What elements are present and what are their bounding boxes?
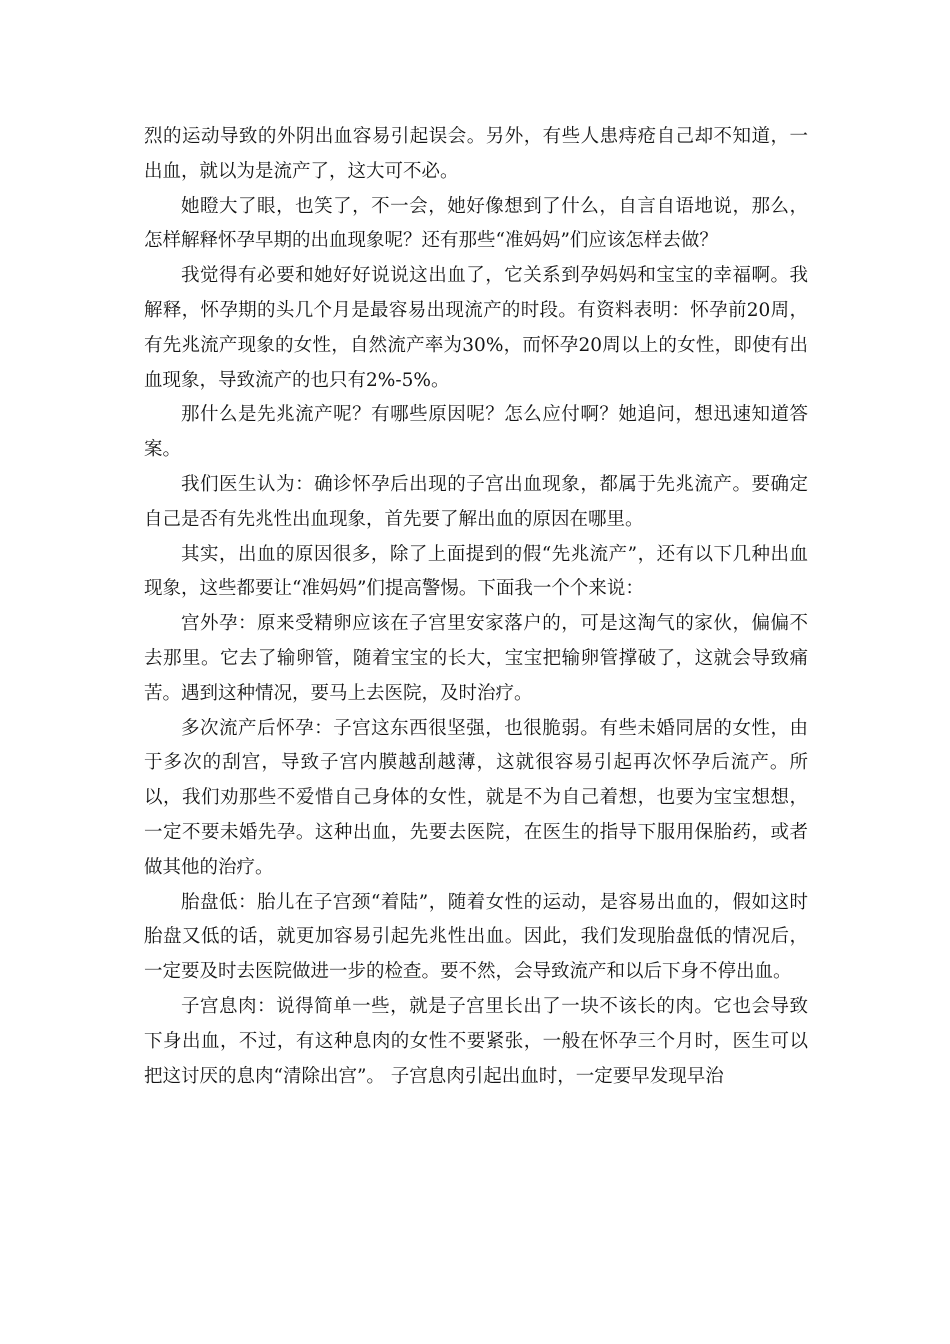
paragraph: 我们医生认为：确诊怀孕后出现的子宫出血现象，都属于先兆流产。要确定自己是否有先兆性出血现象，首先要了解出血的原因在哪里。 <box>144 473 808 530</box>
paragraph: 那什么是先兆流产呢？有哪些原因呢？怎么应付啊？她追问，想迅速知道答案。 <box>144 404 808 461</box>
paragraph: 我觉得有必要和她好好说说这出血了，它关系到孕妈妈和宝宝的幸福啊。我解释，怀孕期的头几个月是最容易出现流产的时段。有资料表明：怀孕前20周，有先兆流产现象的女性，自然流产率为30%，而怀孕20周以上的女性，即使有出血现象，导致流产的也只有2%-5%。 <box>144 265 808 391</box>
paragraph: 子宫息肉：说得简单一些，就是子宫里长出了一块不该长的肉。它也会导致下身出血，不过，有这种息肉的女性不要紧张，一般在怀孕三个月时，医生可以把这讨厌的息肉“清除出宫”。 子宫息肉引起出血时，一定要早发现早治 <box>144 995 808 1087</box>
paragraph: 胎盘低：胎儿在子宫颈“着陆”，随着女性的运动，是容易出血的，假如这时胎盘又低的话，就更加容易引起先兆性出血。因此，我们发现胎盘低的情况后，一定要及时去医院做进一步的检查。要不然，会导致流产和以后下身不停出血。 <box>144 891 808 983</box>
paragraph: 多次流产后怀孕：子宫这东西很坚强，也很脆弱。有些未婚同居的女性，由于多次的刮宫，导致子宫内膜越刮越薄，这就很容易引起再次怀孕后流产。所以，我们劝那些不爱惜自己身体的女性，就是不为自己着想，也要为宝宝想想，一定不要未婚先孕。这种出血，先要去医院，在医生的指导下服用保胎药，或者做其他的治疗。 <box>144 717 808 878</box>
paragraph-continued: 烈的运动导致的外阴出血容易引起误会。另外，有些人患痔疮自己却不知道，一出血，就以为是流产了，这大可不必。 <box>144 126 808 182</box>
paragraph: 她瞪大了眼，也笑了，不一会，她好像想到了什么，自言自语地说，那么，怎样解释怀孕早期的出血现象呢？还有那些“准妈妈”们应该怎样去做？ <box>144 195 808 252</box>
paragraph: 其实，出血的原因很多，除了上面提到的假“先兆流产”，还有以下几种出血现象，这些都要让“准妈妈”们提高警惕。下面我一个个来说： <box>144 543 808 600</box>
paragraph: 宫外孕：原来受精卵应该在子宫里安家落户的，可是这淘气的家伙，偏偏不去那里。它去了输卵管，随着宝宝的长大，宝宝把输卵管撑破了，这就会导致痛苦。遇到这种情况，要马上去医院，及时治疗。 <box>144 613 808 704</box>
document-body <box>144 120 808 1094</box>
